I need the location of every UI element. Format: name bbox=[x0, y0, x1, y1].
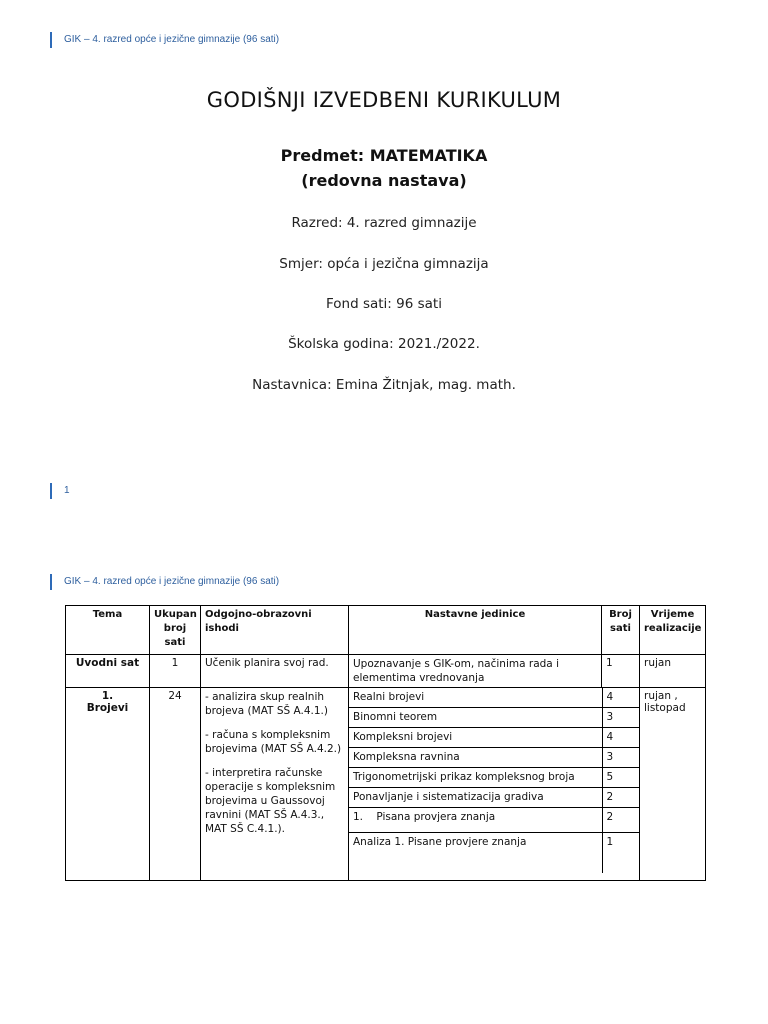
header-ukupan: Ukupan broj sati bbox=[150, 606, 201, 655]
unit-hours: 3 bbox=[602, 708, 640, 728]
unit-row bbox=[349, 708, 640, 728]
subject-note: (redovna nastava) bbox=[301, 171, 467, 190]
unit-name: Kompleksna ravnina bbox=[349, 748, 602, 768]
teacher-line: Nastavnica: Emina Žitnjak, mag. math. bbox=[252, 377, 516, 393]
header-vrijeme: Vrijeme realizacije bbox=[640, 606, 706, 655]
ishod-item: - interpretira računske operacije s kompleksnim brojevima u Gaussovoj ravnini (MAT SŠ A.4.3., MAT SŠ C.4.1.). bbox=[205, 767, 336, 835]
table-row bbox=[66, 688, 706, 881]
row2-tema-name: Brojevi bbox=[86, 702, 129, 714]
unit-hours: 4 bbox=[602, 728, 640, 748]
track-line: Smjer: opća i jezična gimnazija bbox=[279, 256, 489, 272]
ishod-item: - analizira skup realnih brojeva (MAT SŠ A.4.1.) bbox=[205, 691, 328, 717]
unit-hours: 1 bbox=[602, 833, 640, 874]
table-row bbox=[66, 655, 706, 688]
unit-name: Kompleksni brojevi bbox=[349, 728, 602, 748]
subject-line: Predmet: MATEMATIKA bbox=[280, 146, 488, 165]
unit-row bbox=[349, 833, 640, 874]
row1-jedinica: Upoznavanje s GIK-om, načinima rada i elementima vrednovanja bbox=[349, 655, 602, 688]
ishod-item: - računa s kompleksnim brojevima (MAT SŠ A.4.2.) bbox=[205, 729, 342, 755]
unit-row bbox=[349, 748, 640, 768]
unit-row bbox=[349, 808, 640, 833]
subject-block bbox=[0, 143, 768, 193]
row1-ishod: Učenik planira svoj rad. bbox=[201, 655, 349, 688]
row1-tema: Uvodni sat bbox=[66, 655, 150, 688]
unit-name: Ponavljanje i sistematizacija gradiva bbox=[349, 788, 602, 808]
unit-hours: 3 bbox=[602, 748, 640, 768]
unit-name: 1. Pisana provjera znanja bbox=[349, 808, 602, 833]
header-ishodi: Odgojno-obrazovni ishodi bbox=[201, 606, 349, 655]
row2-ishodi bbox=[201, 688, 349, 881]
unit-row bbox=[349, 788, 640, 808]
unit-hours: 2 bbox=[602, 808, 640, 833]
header-broj: Broj sati bbox=[602, 606, 640, 655]
row2-ukupan: 24 bbox=[150, 688, 201, 881]
unit-name: Trigonometrijski prikaz kompleksnog broja bbox=[349, 768, 602, 788]
grade-line: Razred: 4. razred gimnazije bbox=[291, 215, 477, 231]
running-header: GIK – 4. razred opće i jezične gimnazije (96 sati) bbox=[50, 32, 279, 48]
unit-row bbox=[349, 768, 640, 788]
unit-hours: 4 bbox=[602, 688, 640, 708]
curriculum-table bbox=[65, 605, 706, 881]
row2-tema bbox=[66, 688, 150, 881]
row1-broj: 1 bbox=[602, 655, 640, 688]
header-tema: Tema bbox=[66, 606, 150, 655]
school-year-line: Školska godina: 2021./2022. bbox=[288, 336, 480, 352]
units-table bbox=[349, 688, 640, 873]
table-header-row bbox=[66, 606, 706, 655]
unit-row bbox=[349, 728, 640, 748]
header-jedinice: Nastavne jedinice bbox=[349, 606, 602, 655]
row1-vrijeme: rujan bbox=[640, 655, 706, 688]
unit-name: Analiza 1. Pisane provjere znanja bbox=[349, 833, 602, 874]
row2-vrijeme: rujan , listopad bbox=[640, 688, 706, 881]
hours-line: Fond sati: 96 sati bbox=[326, 296, 442, 312]
unit-name: Binomni teorem bbox=[349, 708, 602, 728]
row1-ukupan: 1 bbox=[150, 655, 201, 688]
row2-units-cell bbox=[349, 688, 640, 881]
running-header-page2: GIK – 4. razred opće i jezične gimnazije (96 sati) bbox=[50, 574, 279, 590]
row2-tema-number: 1. bbox=[101, 690, 114, 702]
unit-name: Realni brojevi bbox=[349, 688, 602, 708]
unit-hours: 5 bbox=[602, 768, 640, 788]
unit-row bbox=[349, 688, 640, 708]
page-number: 1 bbox=[50, 483, 70, 499]
document-title: GODIŠNJI IZVEDBENI KURIKULUM bbox=[206, 88, 562, 112]
unit-hours: 2 bbox=[602, 788, 640, 808]
